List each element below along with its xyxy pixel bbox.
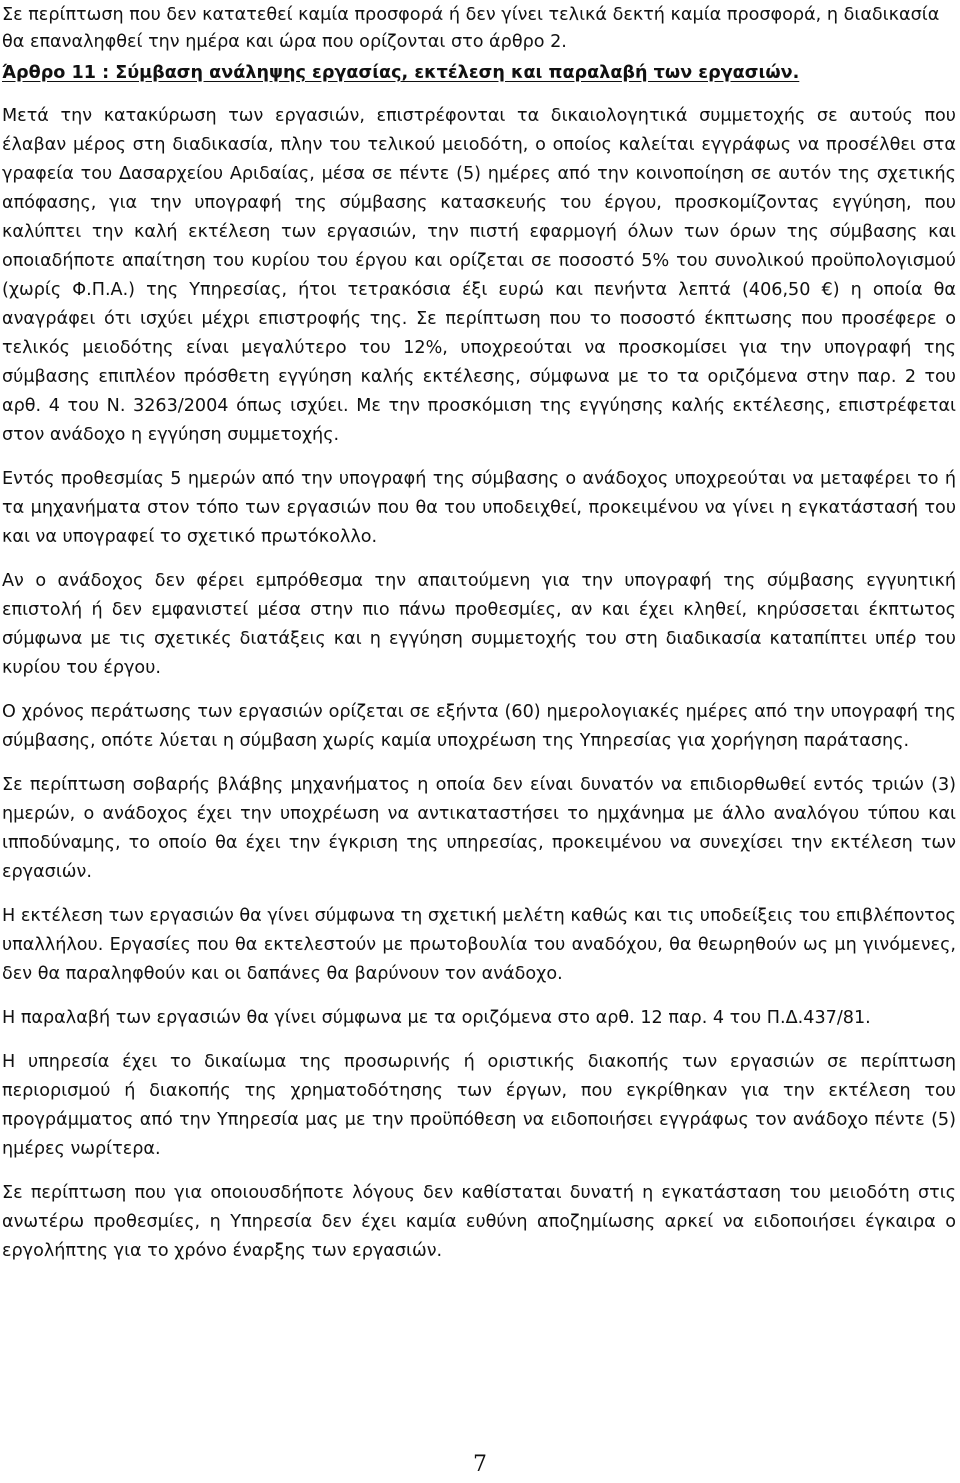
document-page <box>2 0 956 1266</box>
paragraph-completion-time: Ο χρόνος περάτωσης των εργασιών ορίζεται σε εξήντα (60) ημερολογιακές ημέρες από την υπογραφή της σύμβασης, οπότε λύεται η σύμβαση χωρίς καμία υποχρέωση της Υπηρεσίας για χορήγηση παράτασης. <box>2 702 956 751</box>
paragraph-interruption: Η υπηρεσία έχει το δικαίωμα της προσωρινής ή οριστικής διακοπής των εργασιών σε περίπτωση περιορισμού ή διακοπής της χρηματοδότησης των έργων, που εγκρίθηκαν για την εκτέλεση του προγράμματος από την Υπηρεσία μας με την προϋπόθεση να ειδοποιήσει εγγράφως τον ανάδοχο πέντε (5) ημέρες νωρίτερα. <box>2 1052 956 1159</box>
page-number: 7 <box>473 1452 487 1477</box>
paragraph-execution: Η εκτέλεση των εργασιών θα γίνει σύμφωνα τη σχετική μελέτη καθώς και τις υποδείξεις του επιβλέποντος υπαλλήλου. Εργασίες που θα εκτελεστούν με πρωτοβουλία του αναδόχου, θα θεωρηθούν ως μη γινόμενες, δεν θα παραληφθούν και οι δαπάνες θα βαρύνουν τον ανάδοχο. <box>2 906 956 984</box>
paragraph-machine-breakdown: Σε περίπτωση σοβαρής βλάβης μηχανήματος η οποία δεν είναι δυνατόν να επιδιορθωθεί εντός τριών (3) ημερών, ο ανάδοχος έχει την υποχρέωση να αντικαταστήσει το ημχάνημα με άλλο αναλόγου τύπου και ιπποδύναμης, το οποίο θα έχει την έγκριση της υπηρεσίας, προκειμένου να συνεχίσει την εκτέλεση των εργασιών. <box>2 775 956 882</box>
article-heading: Άρθρο 11 : Σύμβαση ανάληψης εργασίας, εκτέλεση και παραλαβή των εργασιών. <box>2 63 800 83</box>
paragraph-contract-signing: Μετά την κατακύρωση των εργασιών, επιστρέφονται τα δικαιολογητικά συμμετοχής σε αυτούς που έλαβαν μέρος στη διαδικασία, πλην του τελικού μειοδότη, ο οποίος καλείται εγγράφως να προσέλθει στα γραφεία του Δασαρχείου Αριδαίας, μέσα σε πέντε (5) ημέρες από την κοινοποίηση σε αυτόν της σχετικής απόφασης, για την υπογραφή της σύμβασης κατασκευής του έργου, προσκομίζοντας εγγύηση, που καλύπτει την καλή εκτέλεση των εργασιών, την πιστή εφαρμογή όλων των όρων της σύμβασης και οποιαδήποτε απαίτηση του κυρίου του έργου και ορίζεται σε ποσοστό 5% του συνολικού προϋπολογισμού (χωρίς Φ.Π.Α.) της Υπηρεσίας, ήτοι τετρακόσια έξι ευρώ και πενήντα λεπτά (406,50 €) η οποία θα αναγράφει ότι ισχύει μέχρι επιστροφής της. Σε περίπτωση που το ποσοστό έκπτωσης που προσέφερε ο τελικός μειοδότης είναι μεγαλύτερο του 12%, υποχρεούται να προσκομίσει για την υπογραφή της σύμβασης επιπλέον πρόσθετη εγγύηση καλής εκτέλεσης, σύμφωνα με το τα οριζόμενα στην παρ. 2 του αρθ. 4 του Ν. 3263/2004 όπως ισχύει. Με την προσκόμιση της εγγύησης καλής εκτέλεσης, επιστρέφεται στον ανάδοχο η εγγύηση συμμετοχής. <box>2 106 956 445</box>
intro-paragraph: Σε περίπτωση που δεν κατατεθεί καμία προσφορά ή δεν γίνει τελικά δεκτή καμία προσφορά, η διαδικασία θα επαναληφθεί την ημέρα και ώρα που ορίζονται στο άρθρο 2. <box>2 5 940 52</box>
paragraph-equipment-transfer: Εντός προθεσμίας 5 ημερών από την υπογραφή της σύμβασης ο ανάδοχος υποχρεούται να μεταφέρει το ή τα μηχανήματα στον τόπο των εργασιών που θα του υποδειχθεί, προκειμένου να γίνει η εγκατάστασή του και να υπογραφεί το σχετικό πρωτόκολλο. <box>2 469 956 547</box>
paragraph-liability: Σε περίπτωση που για οποιουσδήποτε λόγους δεν καθίσταται δυνατή η εγκατάσταση του μειοδότη στις ανωτέρω προθεσμίες, η Υπηρεσία δεν έχει καμία ευθύνη αποζημίωσης αρκεί να ειδοποιήσει έγκαιρα ο εργολήπτης για το χρόνο έναρξης των εργασιών. <box>2 1183 956 1261</box>
paragraph-forfeiture: Αν ο ανάδοχος δεν φέρει εμπρόθεσμα την απαιτούμενη για την υπογραφή της σύμβασης εγγυητική επιστολή ή δεν εμφανιστεί μέσα στην πιο πάνω προθεσμίες, αν και έχει κληθεί, κηρύσσεται έκπτωτος σύμφωνα με τις σχετικές διατάξεις και η εγγύηση συμμετοχής του στη διαδικασία καταπίπτει υπέρ του κυρίου του έργου. <box>2 571 956 678</box>
paragraph-acceptance: Η παραλαβή των εργασιών θα γίνει σύμφωνα με τα οριζόμενα στο αρθ. 12 παρ. 4 του Π.Δ.437/81. <box>2 1008 871 1028</box>
